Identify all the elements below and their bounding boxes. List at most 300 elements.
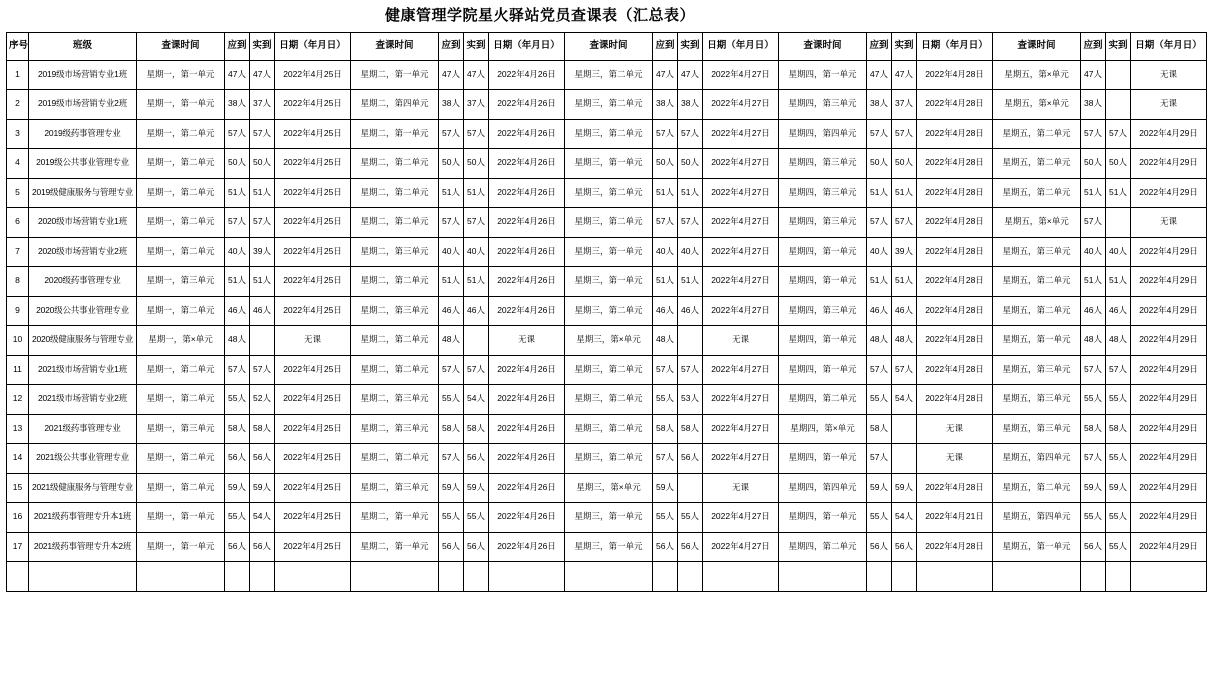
col-due-3: 应到 [653, 32, 678, 60]
cell-date-2: 2022年4月26日 [489, 60, 565, 90]
cell-actual-4: 39人 [892, 237, 917, 267]
cell-date-3: 2022年4月27日 [703, 208, 779, 238]
cell-date-2: 2022年4月26日 [489, 296, 565, 326]
cell-class: 2021级健康服务与管理专业 [29, 473, 137, 503]
cell-date-1: 2022年4月25日 [275, 60, 351, 90]
cell-due-1: 40人 [225, 237, 250, 267]
cell-time-2: 星期二，第三单元 [351, 237, 439, 267]
col-time-2: 查课时间 [351, 32, 439, 60]
cell-actual-4 [892, 562, 917, 592]
cell-actual-4: 59人 [892, 473, 917, 503]
cell-due-4: 57人 [867, 119, 892, 149]
col-time-4: 查课时间 [779, 32, 867, 60]
cell-date-2: 2022年4月26日 [489, 90, 565, 120]
cell-due-4: 51人 [867, 267, 892, 297]
cell-actual-2: 47人 [464, 60, 489, 90]
cell-date-4: 2022年4月28日 [917, 237, 993, 267]
cell-date-2: 无课 [489, 326, 565, 356]
cell-actual-3 [678, 473, 703, 503]
cell-time-4: 星期四，第一单元 [779, 503, 867, 533]
cell-seq: 10 [7, 326, 29, 356]
cell-time-2: 星期二，第二单元 [351, 355, 439, 385]
cell-due-1: 58人 [225, 414, 250, 444]
cell-actual-1: 39人 [250, 237, 275, 267]
table-row [7, 237, 1207, 267]
cell-due-1: 56人 [225, 444, 250, 474]
cell-due-5: 58人 [1081, 414, 1106, 444]
cell-due-1: 57人 [225, 119, 250, 149]
cell-date-4: 2022年4月21日 [917, 503, 993, 533]
cell-date-3: 2022年4月27日 [703, 355, 779, 385]
cell-date-1: 2022年4月25日 [275, 237, 351, 267]
cell-time-2: 星期二，第二单元 [351, 267, 439, 297]
cell-date-2: 2022年4月26日 [489, 237, 565, 267]
attendance-table [6, 32, 1207, 592]
col-actual-1: 实到 [250, 32, 275, 60]
cell-time-1: 星期一，第一单元 [137, 532, 225, 562]
cell-due-3: 55人 [653, 503, 678, 533]
cell-time-5: 星期五，第二单元 [993, 267, 1081, 297]
table-row [7, 267, 1207, 297]
cell-seq: 14 [7, 444, 29, 474]
cell-time-4 [779, 562, 867, 592]
cell-date-1: 2022年4月25日 [275, 355, 351, 385]
cell-time-5: 星期五，第二单元 [993, 473, 1081, 503]
cell-actual-5: 58人 [1106, 414, 1131, 444]
table-body [7, 60, 1207, 591]
cell-actual-1: 56人 [250, 444, 275, 474]
cell-due-3: 59人 [653, 473, 678, 503]
cell-date-1: 2022年4月25日 [275, 503, 351, 533]
cell-seq: 8 [7, 267, 29, 297]
cell-actual-3: 38人 [678, 90, 703, 120]
cell-due-5: 51人 [1081, 178, 1106, 208]
cell-actual-2 [464, 562, 489, 592]
col-date-5: 日期（年月日） [1131, 32, 1207, 60]
cell-due-3: 56人 [653, 532, 678, 562]
col-due-4: 应到 [867, 32, 892, 60]
cell-due-3: 58人 [653, 414, 678, 444]
cell-time-4: 星期四，第三单元 [779, 296, 867, 326]
cell-date-1: 2022年4月25日 [275, 267, 351, 297]
cell-time-3: 星期三，第二单元 [565, 119, 653, 149]
cell-due-5: 50人 [1081, 149, 1106, 179]
cell-actual-3 [678, 562, 703, 592]
cell-seq: 16 [7, 503, 29, 533]
cell-time-1: 星期一，第二单元 [137, 355, 225, 385]
cell-due-5: 59人 [1081, 473, 1106, 503]
cell-date-5: 无课 [1131, 90, 1207, 120]
cell-time-1: 星期一，第二单元 [137, 119, 225, 149]
cell-actual-3: 58人 [678, 414, 703, 444]
cell-date-1: 2022年4月25日 [275, 178, 351, 208]
cell-date-2: 2022年4月26日 [489, 444, 565, 474]
cell-actual-2: 56人 [464, 444, 489, 474]
col-date-3: 日期（年月日） [703, 32, 779, 60]
cell-class: 2019级公共事业管理专业 [29, 149, 137, 179]
cell-due-1: 47人 [225, 60, 250, 90]
cell-due-2: 59人 [439, 473, 464, 503]
cell-seq: 5 [7, 178, 29, 208]
cell-date-3: 2022年4月27日 [703, 119, 779, 149]
cell-date-1: 2022年4月25日 [275, 208, 351, 238]
cell-seq: 3 [7, 119, 29, 149]
cell-time-3: 星期三，第一单元 [565, 503, 653, 533]
cell-due-3: 57人 [653, 208, 678, 238]
cell-due-5: 56人 [1081, 532, 1106, 562]
cell-actual-5 [1106, 208, 1131, 238]
cell-date-2: 2022年4月26日 [489, 532, 565, 562]
cell-date-5: 2022年4月29日 [1131, 296, 1207, 326]
cell-due-2: 48人 [439, 326, 464, 356]
cell-date-1 [275, 562, 351, 592]
col-actual-4: 实到 [892, 32, 917, 60]
cell-due-4: 38人 [867, 90, 892, 120]
cell-actual-3: 51人 [678, 178, 703, 208]
cell-date-4: 无课 [917, 414, 993, 444]
cell-time-5: 星期五，第×单元 [993, 60, 1081, 90]
col-date-1: 日期（年月日） [275, 32, 351, 60]
cell-time-5: 星期五，第一单元 [993, 532, 1081, 562]
table-row [7, 326, 1207, 356]
cell-class: 2020级健康服务与管理专业 [29, 326, 137, 356]
cell-due-2: 56人 [439, 532, 464, 562]
cell-time-5: 星期五，第二单元 [993, 296, 1081, 326]
cell-date-2: 2022年4月26日 [489, 503, 565, 533]
cell-time-1: 星期一，第×单元 [137, 326, 225, 356]
cell-due-5: 55人 [1081, 385, 1106, 415]
cell-actual-4: 46人 [892, 296, 917, 326]
cell-date-4: 2022年4月28日 [917, 90, 993, 120]
col-due-2: 应到 [439, 32, 464, 60]
col-time-1: 查课时间 [137, 32, 225, 60]
cell-due-2: 40人 [439, 237, 464, 267]
table-row [7, 385, 1207, 415]
cell-class [29, 562, 137, 592]
cell-actual-1: 57人 [250, 355, 275, 385]
cell-actual-2: 50人 [464, 149, 489, 179]
cell-actual-1: 56人 [250, 532, 275, 562]
cell-time-3: 星期三，第二单元 [565, 355, 653, 385]
table-row [7, 473, 1207, 503]
cell-due-4: 58人 [867, 414, 892, 444]
cell-actual-2: 59人 [464, 473, 489, 503]
cell-due-3: 38人 [653, 90, 678, 120]
cell-class: 2021级药事管理专升本1班 [29, 503, 137, 533]
cell-actual-4: 51人 [892, 178, 917, 208]
cell-time-3: 星期三，第二单元 [565, 444, 653, 474]
cell-due-3: 47人 [653, 60, 678, 90]
cell-actual-3: 51人 [678, 267, 703, 297]
cell-date-5: 2022年4月29日 [1131, 532, 1207, 562]
cell-actual-2: 57人 [464, 208, 489, 238]
cell-time-3: 星期三，第×单元 [565, 326, 653, 356]
cell-seq [7, 562, 29, 592]
cell-actual-5: 55人 [1106, 385, 1131, 415]
cell-actual-2: 55人 [464, 503, 489, 533]
cell-time-5: 星期五，第二单元 [993, 119, 1081, 149]
cell-actual-4: 47人 [892, 60, 917, 90]
cell-seq: 11 [7, 355, 29, 385]
cell-time-5: 星期五，第四单元 [993, 444, 1081, 474]
cell-actual-5: 40人 [1106, 237, 1131, 267]
cell-due-5: 57人 [1081, 444, 1106, 474]
cell-class: 2019级市场营销专业2班 [29, 90, 137, 120]
cell-time-4: 星期四，第一单元 [779, 60, 867, 90]
cell-time-1: 星期一，第二单元 [137, 296, 225, 326]
cell-due-5: 47人 [1081, 60, 1106, 90]
cell-class: 2020级公共事业管理专业 [29, 296, 137, 326]
cell-actual-4 [892, 414, 917, 444]
cell-date-3: 2022年4月27日 [703, 237, 779, 267]
cell-date-2: 2022年4月26日 [489, 119, 565, 149]
cell-due-3: 51人 [653, 178, 678, 208]
cell-due-2: 55人 [439, 503, 464, 533]
cell-date-1: 2022年4月25日 [275, 119, 351, 149]
cell-date-2: 2022年4月26日 [489, 267, 565, 297]
cell-time-3: 星期三，第一单元 [565, 267, 653, 297]
cell-actual-5: 48人 [1106, 326, 1131, 356]
cell-due-1: 46人 [225, 296, 250, 326]
cell-actual-4: 37人 [892, 90, 917, 120]
cell-date-3: 无课 [703, 473, 779, 503]
cell-time-5: 星期五，第三单元 [993, 237, 1081, 267]
cell-actual-1: 57人 [250, 208, 275, 238]
col-actual-3: 实到 [678, 32, 703, 60]
cell-actual-5: 50人 [1106, 149, 1131, 179]
cell-date-4: 2022年4月28日 [917, 60, 993, 90]
cell-time-4: 星期四，第二单元 [779, 385, 867, 415]
cell-date-1: 2022年4月25日 [275, 385, 351, 415]
cell-actual-5: 55人 [1106, 503, 1131, 533]
cell-actual-1 [250, 562, 275, 592]
cell-time-3: 星期三，第二单元 [565, 178, 653, 208]
cell-due-2: 57人 [439, 208, 464, 238]
cell-time-2: 星期二，第二单元 [351, 208, 439, 238]
cell-time-4: 星期四，第三单元 [779, 90, 867, 120]
cell-date-5: 2022年4月29日 [1131, 178, 1207, 208]
cell-actual-2: 58人 [464, 414, 489, 444]
table-row [7, 532, 1207, 562]
cell-date-3: 2022年4月27日 [703, 532, 779, 562]
cell-date-3: 2022年4月27日 [703, 178, 779, 208]
cell-due-4: 50人 [867, 149, 892, 179]
cell-due-5: 57人 [1081, 355, 1106, 385]
cell-time-2: 星期二，第二单元 [351, 178, 439, 208]
cell-due-1: 57人 [225, 208, 250, 238]
cell-due-2: 51人 [439, 267, 464, 297]
cell-date-2: 2022年4月26日 [489, 385, 565, 415]
cell-date-5: 2022年4月29日 [1131, 355, 1207, 385]
cell-actual-1: 54人 [250, 503, 275, 533]
col-seq: 序号 [7, 32, 29, 60]
cell-class: 2021级市场营销专业1班 [29, 355, 137, 385]
cell-date-3: 2022年4月27日 [703, 385, 779, 415]
cell-date-4: 2022年4月28日 [917, 119, 993, 149]
cell-date-3 [703, 562, 779, 592]
cell-due-1: 59人 [225, 473, 250, 503]
cell-time-1: 星期一，第一单元 [137, 503, 225, 533]
cell-date-5: 2022年4月29日 [1131, 326, 1207, 356]
cell-actual-5: 59人 [1106, 473, 1131, 503]
cell-due-5: 46人 [1081, 296, 1106, 326]
cell-class: 2019级药事管理专业 [29, 119, 137, 149]
col-due-5: 应到 [1081, 32, 1106, 60]
cell-actual-4: 50人 [892, 149, 917, 179]
cell-date-4: 无课 [917, 444, 993, 474]
cell-due-2: 38人 [439, 90, 464, 120]
cell-time-5: 星期五，第三单元 [993, 355, 1081, 385]
cell-actual-4: 56人 [892, 532, 917, 562]
table-row [7, 60, 1207, 90]
cell-time-2 [351, 562, 439, 592]
cell-actual-2: 57人 [464, 119, 489, 149]
col-class: 班级 [29, 32, 137, 60]
cell-due-3: 57人 [653, 119, 678, 149]
cell-date-4: 2022年4月28日 [917, 385, 993, 415]
cell-due-3: 51人 [653, 267, 678, 297]
cell-actual-4: 51人 [892, 267, 917, 297]
cell-time-3: 星期三，第一单元 [565, 532, 653, 562]
cell-date-2: 2022年4月26日 [489, 208, 565, 238]
cell-actual-2: 40人 [464, 237, 489, 267]
cell-actual-2: 56人 [464, 532, 489, 562]
cell-due-1: 48人 [225, 326, 250, 356]
cell-time-3: 星期三，第二单元 [565, 296, 653, 326]
cell-date-1: 2022年4月25日 [275, 90, 351, 120]
cell-due-5: 57人 [1081, 119, 1106, 149]
header-row [7, 32, 1207, 60]
cell-due-5 [1081, 562, 1106, 592]
cell-time-2: 星期二，第二单元 [351, 326, 439, 356]
cell-actual-1: 52人 [250, 385, 275, 415]
cell-date-4: 2022年4月28日 [917, 208, 993, 238]
cell-time-4: 星期四，第一单元 [779, 355, 867, 385]
cell-seq: 17 [7, 532, 29, 562]
cell-due-2: 46人 [439, 296, 464, 326]
cell-date-5: 2022年4月29日 [1131, 119, 1207, 149]
cell-class: 2020级药事管理专业 [29, 267, 137, 297]
cell-date-5: 2022年4月29日 [1131, 473, 1207, 503]
cell-date-5: 2022年4月29日 [1131, 149, 1207, 179]
col-date-4: 日期（年月日） [917, 32, 993, 60]
table-row [7, 90, 1207, 120]
cell-time-3: 星期三，第二单元 [565, 60, 653, 90]
cell-due-2: 50人 [439, 149, 464, 179]
cell-time-2: 星期二，第二单元 [351, 149, 439, 179]
cell-actual-5: 57人 [1106, 119, 1131, 149]
cell-actual-5: 51人 [1106, 267, 1131, 297]
cell-time-2: 星期二，第二单元 [351, 444, 439, 474]
cell-class: 2019级健康服务与管理专业 [29, 178, 137, 208]
cell-due-3: 50人 [653, 149, 678, 179]
cell-actual-3: 53人 [678, 385, 703, 415]
cell-date-1: 2022年4月25日 [275, 414, 351, 444]
cell-date-3: 2022年4月27日 [703, 60, 779, 90]
cell-date-2: 2022年4月26日 [489, 473, 565, 503]
cell-due-2: 47人 [439, 60, 464, 90]
cell-actual-3: 57人 [678, 119, 703, 149]
cell-seq: 6 [7, 208, 29, 238]
cell-date-2: 2022年4月26日 [489, 178, 565, 208]
cell-due-1: 51人 [225, 267, 250, 297]
cell-date-3: 2022年4月27日 [703, 149, 779, 179]
cell-date-2 [489, 562, 565, 592]
cell-time-5: 星期五，第二单元 [993, 149, 1081, 179]
cell-due-3: 46人 [653, 296, 678, 326]
cell-time-1: 星期一，第二单元 [137, 149, 225, 179]
cell-date-1: 2022年4月25日 [275, 444, 351, 474]
cell-actual-3: 57人 [678, 208, 703, 238]
cell-time-4: 星期四，第四单元 [779, 119, 867, 149]
cell-time-5: 星期五，第二单元 [993, 178, 1081, 208]
cell-time-1 [137, 562, 225, 592]
cell-due-3: 57人 [653, 444, 678, 474]
cell-due-5: 38人 [1081, 90, 1106, 120]
cell-time-1: 星期一，第一单元 [137, 60, 225, 90]
cell-date-3: 无课 [703, 326, 779, 356]
cell-time-2: 星期二，第一单元 [351, 503, 439, 533]
cell-due-4: 57人 [867, 355, 892, 385]
cell-date-1: 2022年4月25日 [275, 149, 351, 179]
table-row [7, 149, 1207, 179]
cell-seq: 2 [7, 90, 29, 120]
cell-time-1: 星期一，第一单元 [137, 90, 225, 120]
cell-due-4: 59人 [867, 473, 892, 503]
cell-time-5 [993, 562, 1081, 592]
cell-due-4: 48人 [867, 326, 892, 356]
cell-time-2: 星期二，第三单元 [351, 296, 439, 326]
cell-date-4: 2022年4月28日 [917, 149, 993, 179]
cell-actual-2: 51人 [464, 267, 489, 297]
cell-due-3: 40人 [653, 237, 678, 267]
cell-class: 2019级市场营销专业1班 [29, 60, 137, 90]
cell-due-4: 47人 [867, 60, 892, 90]
cell-seq: 7 [7, 237, 29, 267]
cell-time-4: 星期四，第二单元 [779, 532, 867, 562]
cell-time-3: 星期三，第二单元 [565, 385, 653, 415]
cell-time-4: 星期四，第一单元 [779, 444, 867, 474]
cell-time-5: 星期五，第一单元 [993, 326, 1081, 356]
cell-due-1: 55人 [225, 385, 250, 415]
cell-date-5: 2022年4月29日 [1131, 385, 1207, 415]
cell-actual-5: 46人 [1106, 296, 1131, 326]
cell-actual-3: 40人 [678, 237, 703, 267]
table-row [7, 503, 1207, 533]
cell-due-5: 51人 [1081, 267, 1106, 297]
cell-due-1: 57人 [225, 355, 250, 385]
cell-class: 2020级市场营销专业1班 [29, 208, 137, 238]
cell-due-4: 57人 [867, 208, 892, 238]
cell-time-1: 星期一，第三单元 [137, 267, 225, 297]
cell-actual-5 [1106, 562, 1131, 592]
cell-date-4: 2022年4月28日 [917, 326, 993, 356]
cell-date-4: 2022年4月28日 [917, 178, 993, 208]
cell-due-5: 55人 [1081, 503, 1106, 533]
cell-due-4: 57人 [867, 444, 892, 474]
cell-date-3: 2022年4月27日 [703, 503, 779, 533]
cell-due-5: 40人 [1081, 237, 1106, 267]
cell-date-5: 2022年4月29日 [1131, 237, 1207, 267]
cell-time-1: 星期一，第二单元 [137, 473, 225, 503]
cell-actual-2: 37人 [464, 90, 489, 120]
cell-date-5: 无课 [1131, 60, 1207, 90]
cell-time-5: 星期五，第四单元 [993, 503, 1081, 533]
cell-class: 2020级市场营销专业2班 [29, 237, 137, 267]
cell-time-3: 星期三，第一单元 [565, 149, 653, 179]
cell-actual-3 [678, 326, 703, 356]
cell-time-1: 星期一，第二单元 [137, 178, 225, 208]
